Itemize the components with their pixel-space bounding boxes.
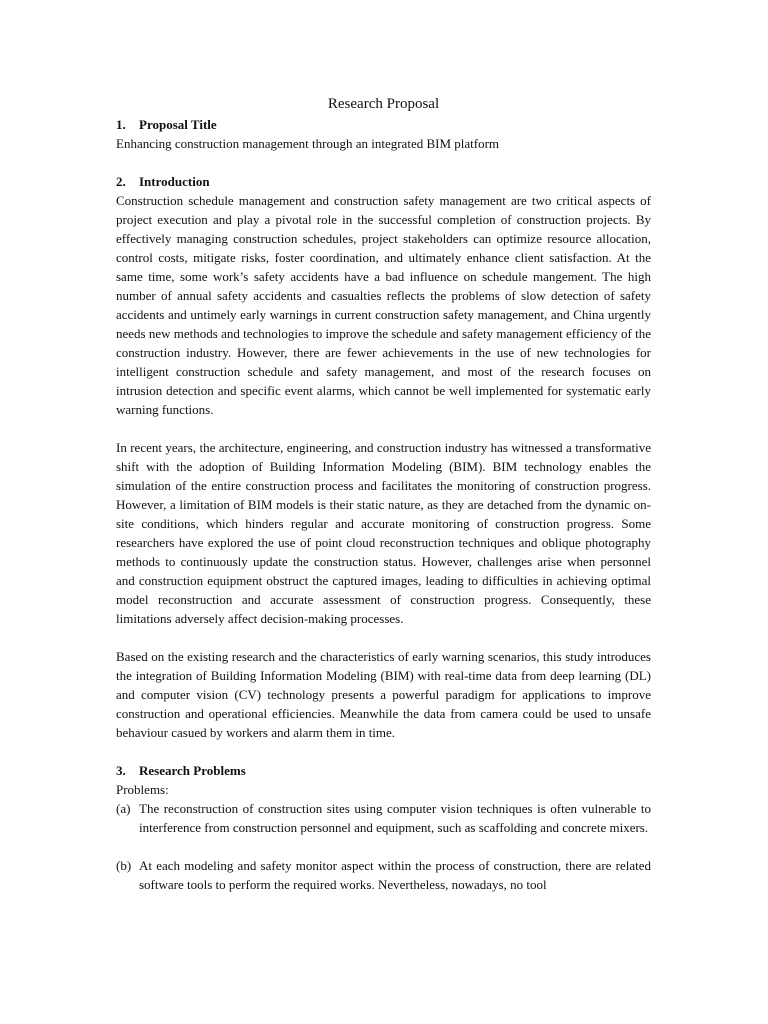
introduction-paragraph-3: Based on the existing research and the characteristics of early warning scenarios, this study introduces the integration of Building Information Modeling (BIM) with real-time data from deep learning (DL) and computer vision (CV) technology presents a powerful paradigm for applications to improve construction and operational efficiencies. Meanwhile the data from camera could be used to unsafe behaviour casued by workers and alarm them in time.: [116, 649, 651, 740]
spacer: [116, 837, 651, 856]
introduction-paragraph-2: In recent years, the architecture, engineering, and construction industry has witnessed a transformative shift with the adoption of Building Information Modeling (BIM). BIM technology enables the simulation of the entire construction process and facilitates the monitoring of construction progress. However, a limitation of BIM models is their static nature, as they are detached from the dynamic on-site conditions, which hinders regular and accurate monitoring of construction progress. Some researchers have explored the use of point cloud reconstruction techniques and oblique photography methods to continuously update the construction status. However, challenges arise when personnel and construction equipment obstruct the captured images, leading to difficulties in achieving optimal model reconstruction and accurate assessment of construction progress. Consequently, these limitations adversely affect decision-making processes.: [116, 440, 651, 626]
proposal-title-text: Enhancing construction management through an integrated BIM platform: [116, 136, 500, 151]
spacer: [116, 153, 651, 172]
list-marker: (a): [116, 801, 131, 816]
problems-intro: Problems:: [116, 782, 169, 797]
spacer: [116, 419, 651, 438]
spacer: [116, 742, 651, 761]
section-number: 1.: [116, 117, 126, 132]
section-heading-text: Research Problems: [139, 763, 246, 778]
section-heading-text: Proposal Title: [139, 117, 217, 132]
list-item-text: The reconstruction of construction sites using computer vision techniques is often vulnerable to interference from construction personnel and equipment, such as scaffolding and concrete mixers.: [139, 801, 651, 835]
section-heading-proposal-title: [116, 115, 651, 134]
spacer: [116, 628, 651, 647]
list-item-text: At each modeling and safety monitor aspect within the process of construction, there are related software tools to perform the required works. Nevertheless, nowadays, no tool: [139, 858, 651, 892]
section-heading-text: Introduction: [139, 174, 210, 189]
list-item: [116, 856, 651, 894]
list-item: [116, 799, 651, 837]
section-number: 3.: [116, 763, 126, 778]
section-number: 2.: [116, 174, 126, 189]
section-heading-introduction: [116, 172, 651, 191]
section-heading-research-problems: [116, 761, 651, 780]
introduction-paragraph-1: Construction schedule management and construction safety management are two critical aspects of project execution and play a pivotal role in the successful completion of construction projects. By effectively managing construction schedules, project stakeholders can optimize resource allocation, control costs, mitigate risks, foster coordination, and ultimately enhance client satisfaction. At the same time, some work’s safety accidents have a bad influence on schedule mangement. The high number of annual safety accidents and casualties reflects the problems of slow detection of safety accidents and untimely early warnings in current construction safety management, and China urgently needs new methods and technologies to improve the schedule and safety management efficiency of the construction industry. However, there are fewer achievements in the use of new technologies for intelligent construction schedule and safety management, and most of the research focuses on intrusion detection and specific event alarms, which cannot be well implemented for systematic early warning functions.: [116, 193, 651, 417]
list-marker: (b): [116, 858, 132, 873]
document-title: Research Proposal: [327, 96, 440, 112]
